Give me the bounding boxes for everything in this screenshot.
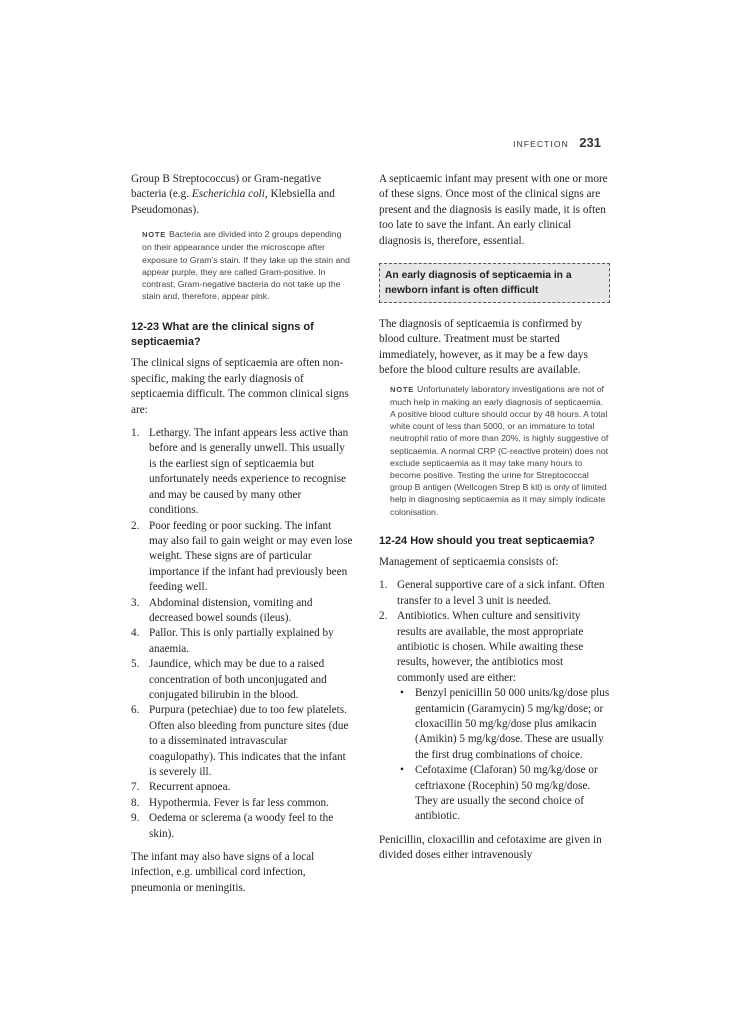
note-lab-investigations xyxy=(390,383,610,518)
dosing-paragraph: Penicillin, cloxacillin and cefotaxime are given in divided doses either intravenously xyxy=(379,833,602,862)
list-item-text: Poor feeding or poor sucking. The infant may also fail to gain weight or may even lose weight. These signs are of particular importance if the infant had previously been feeding well. xyxy=(149,519,353,594)
list-item xyxy=(131,596,353,627)
section-heading-12-23: 12-23 What are the clinical signs of septicaemia? xyxy=(131,321,314,349)
list-item xyxy=(379,609,610,825)
running-header xyxy=(513,134,601,152)
list-item xyxy=(379,578,610,609)
list-number: 4. xyxy=(131,627,140,640)
list-item-text: Pallor. This is only partially explained by anaemia. xyxy=(149,627,334,655)
bullet-text: Benzyl penicillin 50 000 units/kg/dose plus gentamicin (Garamycin) 5 mg/kg/dose; or cloxacillin 50 mg/kg/dose plus amikacin (Amikin) 5 mg/kg/dose. These are usually the first drug combinations of choice. xyxy=(415,687,610,761)
list-item-text: Abdominal distension, vomiting and decreased bowel sounds (ileus). xyxy=(149,596,313,624)
presentation-paragraph: A septicaemic infant may present with one or more of these signs. Once most of the clinical signs are present and the diagnosis is easily made, it is often too late to save the infant. An early clinical diagnosis is, therefore, essential. xyxy=(379,173,608,247)
bullet-text: Cefotaxime (Claforan) 50 mg/kg/dose or ceftriaxone (Rocephin) 50 mg/kg/dose. They are usually the second choice of antibiotic. xyxy=(415,764,598,823)
note-tag: NOTE xyxy=(390,384,415,394)
note-text: Bacteria are divided into 2 groups depending on their appearance under the microscope after exposure to Gram’s stain. If they take up the stain and appear purple, they are called Gram-positive. In contrast, Gram-negative bacteria do not take up the stain and, therefore, appear pink. xyxy=(142,229,350,302)
list-number: 2. xyxy=(131,519,140,532)
intro-text-italic: Escherichia coli xyxy=(191,188,265,201)
list-item xyxy=(131,657,353,703)
management-list xyxy=(379,578,610,825)
list-item xyxy=(131,426,353,518)
list-item-text: Purpura (petechiae) due to too few platelets. Often also bleeding from puncture sites (due to a disseminated intravascular coagulopathy). This indicates that the infant is severely ill. xyxy=(149,704,349,778)
section-title: INFECTION xyxy=(513,139,569,149)
note-text: Unfortunately laboratory investigations are not of much help in making an early diagnosis of septicaemia. A positive blood culture should occur by 48 hours. A total white count of less than 5000, or an immature to total neutrophil ratio of more than 20%, is highly suggestive of septicaemia. A normal CRP (C-reactive protein) does not exclude septicaemia as it may take many hours to become positive. Testing the urine for Streptococcal group B antigen (Wellcogen Strep B kit) is only of limited help in diagnosing septicaemia as it may simply indicate colonisation. xyxy=(390,383,609,517)
list-number: 6. xyxy=(131,704,140,717)
clinical-signs-intro: The clinical signs of septicaemia are often non-specific, making the early diagnosis of septicaemia difficult. The common clinical signs are: xyxy=(131,357,349,416)
list-number: 5. xyxy=(131,658,140,671)
list-item-text: Antibiotics. When culture and sensitivity results are available, the most appropriate antibiotic is chosen. While awaiting these results, however, the antibiotics most commonly used are either: xyxy=(397,610,584,684)
list-number: 7. xyxy=(131,781,140,794)
bullet-icon: • xyxy=(400,764,404,777)
intro-paragraph xyxy=(131,172,353,218)
list-item xyxy=(131,703,353,780)
list-number: 9. xyxy=(131,812,140,825)
list-item-text: Oedema or sclerema (a woody feel to the skin). xyxy=(149,812,334,840)
list-item-text: Hypothermia. Fever is far less common. xyxy=(149,796,329,809)
list-number: 8. xyxy=(131,796,140,809)
bullet-item xyxy=(397,763,610,825)
list-item xyxy=(131,519,353,596)
highlight-box: An early diagnosis of septicaemia in a newborn infant is often difficult xyxy=(379,263,610,303)
left-column xyxy=(131,172,353,904)
intro-text-1: Group B Streptococcus) or Gram-negative bacteria (e.g. xyxy=(131,173,322,201)
list-item-text: Lethargy. The infant appears less active than before and is generally unwell. This usually is the earliest sign of septicaemia but unfortunately needs experience to recognise and may be caused by many other conditions. xyxy=(149,427,349,517)
list-number: 2. xyxy=(379,610,388,623)
list-item xyxy=(131,796,353,811)
section-heading-12-24: 12-24 How should you treat septicaemia? xyxy=(379,534,595,547)
antibiotic-bullets xyxy=(397,686,610,825)
list-number: 1. xyxy=(131,427,140,440)
list-item xyxy=(131,811,353,842)
diagnosis-paragraph: The diagnosis of septicaemia is confirmed by blood culture. Treatment must be started immediately, however, as it may be a few days before the blood culture results are available. xyxy=(379,318,588,377)
list-number: 3. xyxy=(131,596,140,609)
list-item xyxy=(131,780,353,795)
management-intro: Management of septicaemia consists of: xyxy=(379,555,559,568)
list-item-text: General supportive care of a sick infant. Often transfer to a level 3 unit is needed. xyxy=(397,579,605,607)
intro-text-2: , Klebsiella and Pseudomonas). xyxy=(131,188,335,216)
bullet-item xyxy=(397,686,610,763)
list-number: 1. xyxy=(379,579,388,592)
note-tag: NOTE xyxy=(142,230,167,240)
bullet-icon: • xyxy=(400,687,404,700)
list-item-text: Jaundice, which may be due to a raised concentration of both unconjugated and conjugated bilirubin in the blood. xyxy=(149,658,327,701)
list-item xyxy=(131,626,353,657)
local-infection-paragraph: The infant may also have signs of a local infection, e.g. umbilical cord infection, pneumonia or meningitis. xyxy=(131,851,315,894)
note-gram-stain xyxy=(142,228,353,302)
list-item-text: Recurrent apnoea. xyxy=(149,781,231,794)
right-column xyxy=(379,172,610,872)
page-number: 231 xyxy=(579,135,601,150)
clinical-signs-list xyxy=(131,426,353,842)
